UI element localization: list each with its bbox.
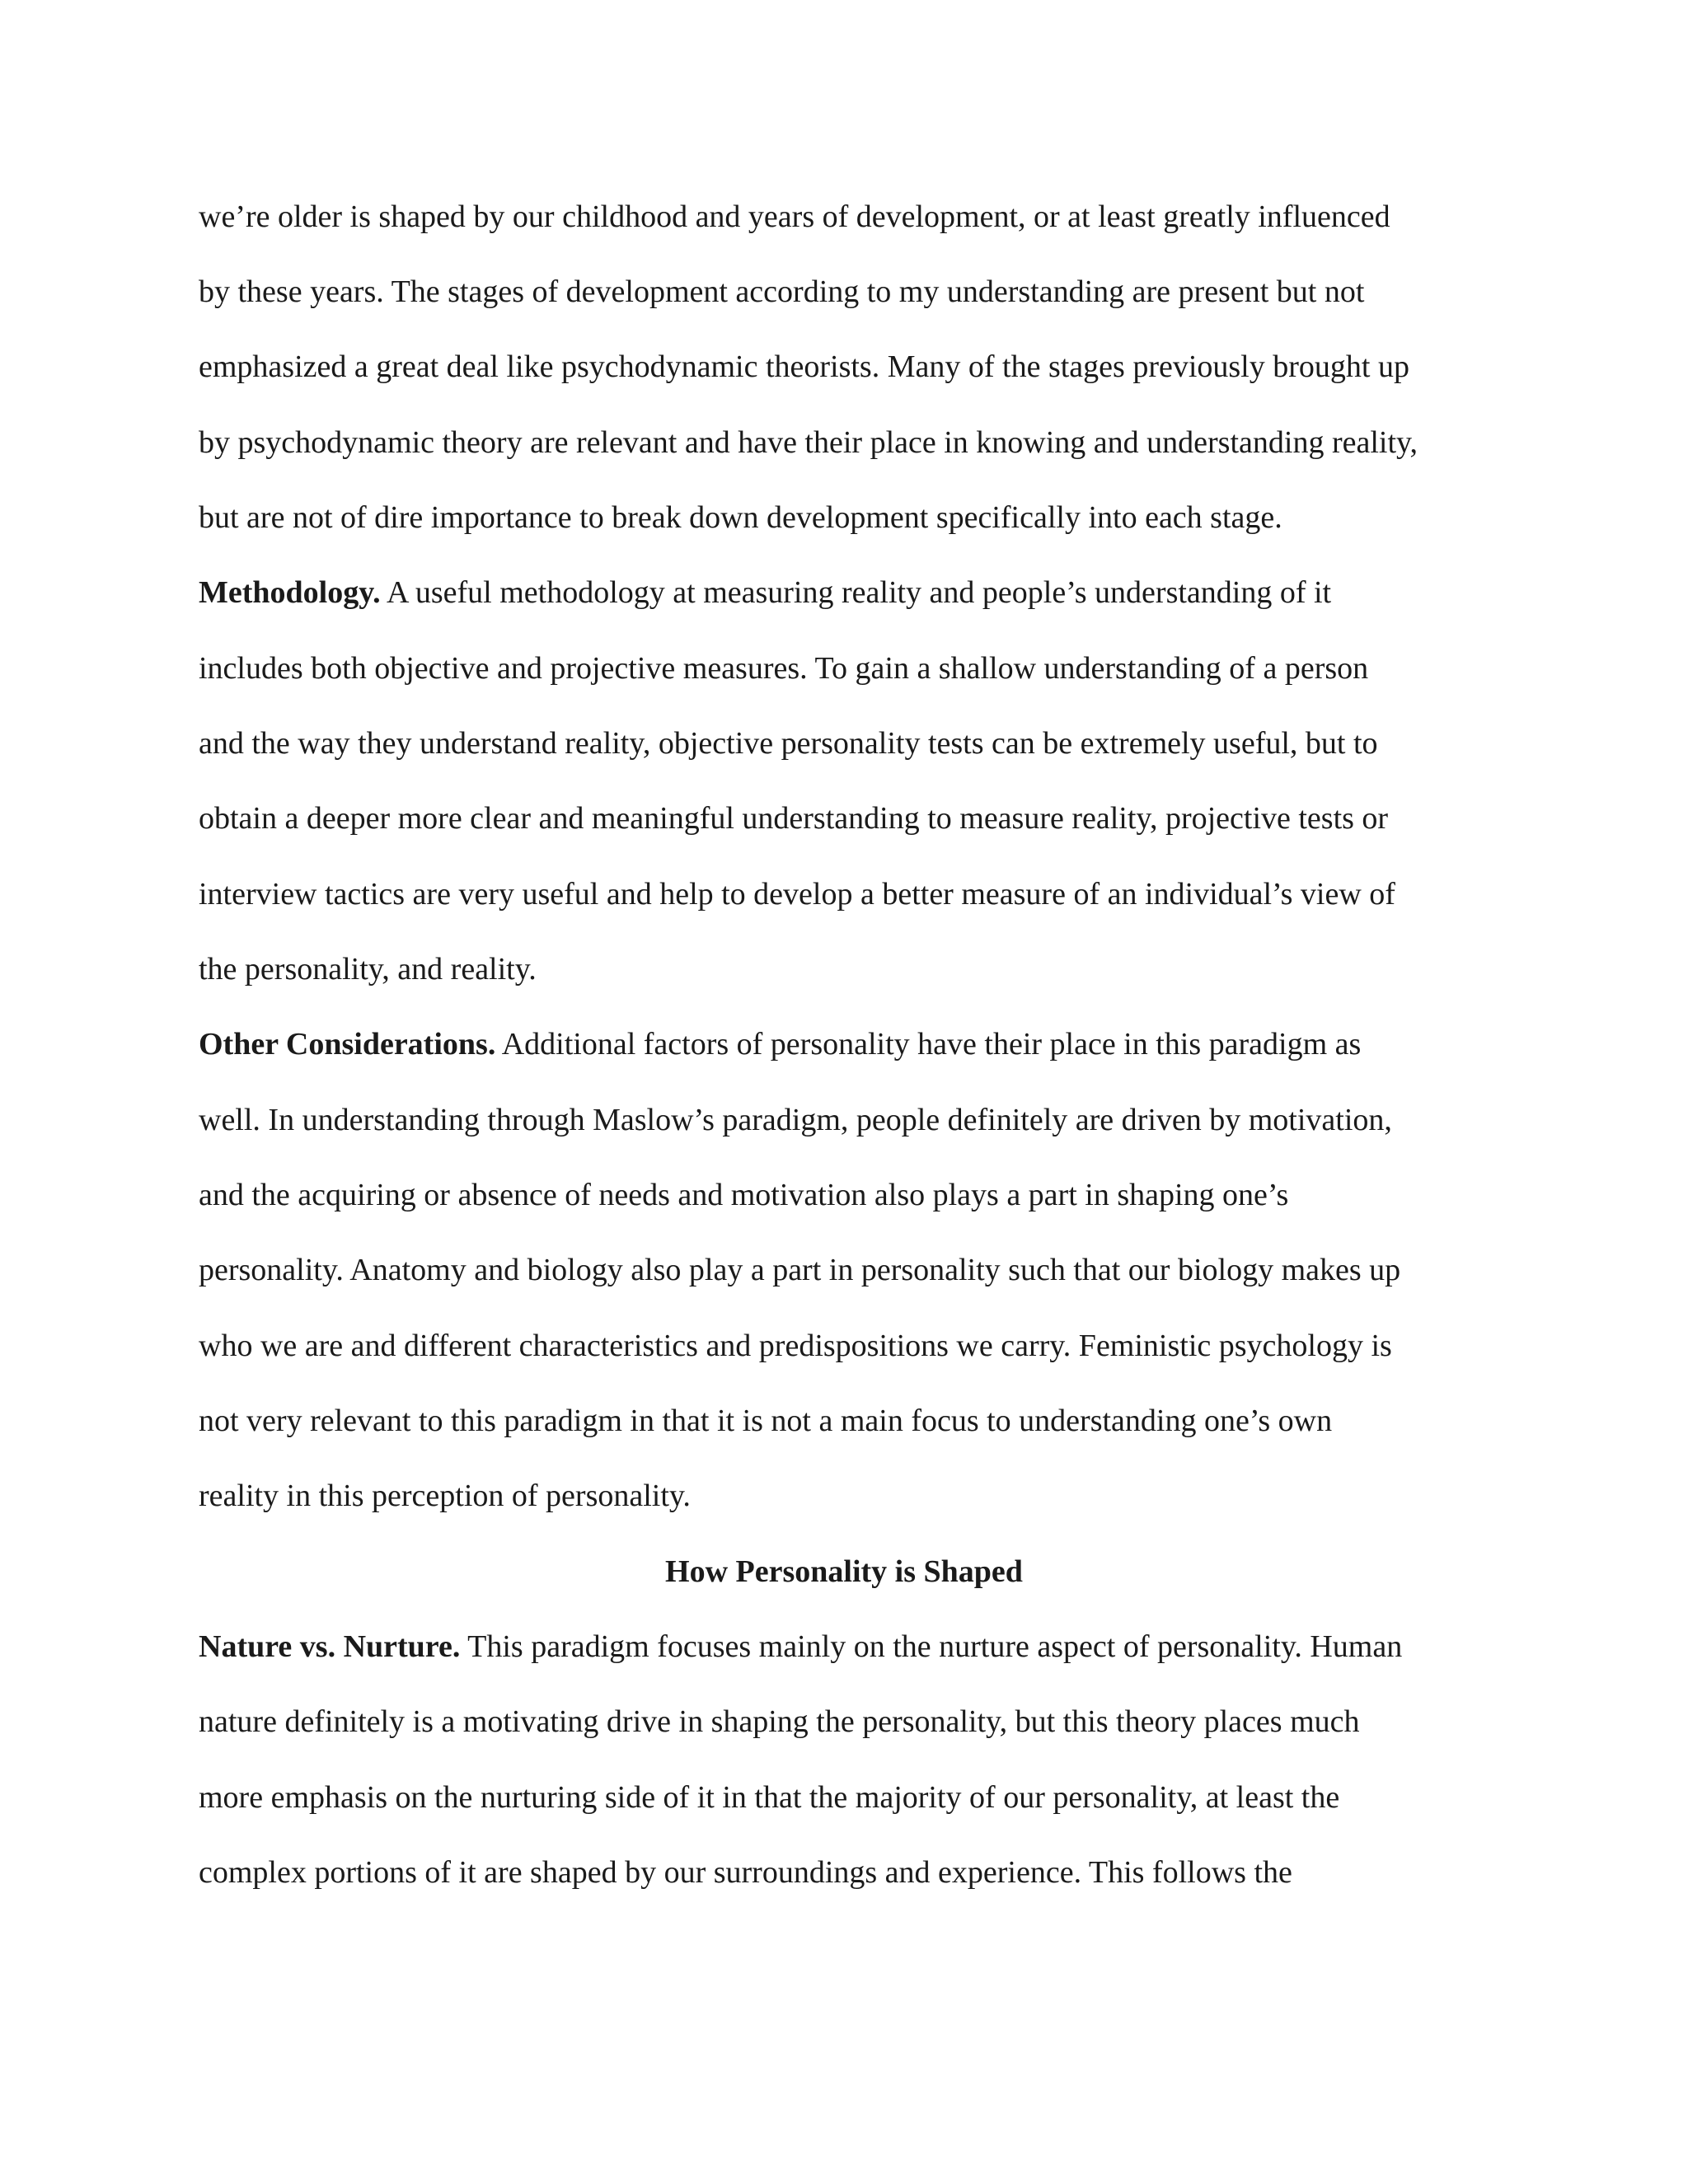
methodology-first-line	[199, 574, 1331, 612]
nature-nurture-first-line-text: This paradigm focuses mainly on the nurture aspect of personality. Human	[460, 1629, 1403, 1664]
body-text-line: and the acquiring or absence of needs and motivation also plays a part in shaping one’s	[199, 1178, 1289, 1212]
body-text-line: by these years. The stages of development according to my understanding are present but not	[199, 274, 1365, 309]
methodology-first-line-text: A useful methodology at measuring reality and people’s understanding of it	[380, 575, 1332, 610]
body-text-line: more emphasis on the nurturing side of it in that the majority of our personality, at least the	[199, 1780, 1340, 1815]
body-text-line: emphasized a great deal like psychodynamic theorists. Many of the stages previously brought up	[199, 349, 1409, 384]
body-text-line: interview tactics are very useful and help to develop a better measure of an individual’s view of	[199, 877, 1395, 912]
other-considerations-first-line	[199, 1025, 1361, 1063]
body-text-line: includes both objective and projective measures. To gain a shallow understanding of a person	[199, 651, 1369, 686]
body-text-line: complex portions of it are shaped by our surroundings and experience. This follows the	[199, 1855, 1292, 1890]
body-text-line: well. In understanding through Maslow’s paradigm, people definitely are driven by motivation,	[199, 1103, 1392, 1137]
body-text-line: who we are and different characteristics and predispositions we carry. Feministic psychology is	[199, 1329, 1392, 1363]
body-text-line: but are not of dire importance to break down development specifically into each stage.	[199, 500, 1282, 535]
body-text-line: we’re older is shaped by our childhood and years of development, or at least greatly influenced	[199, 199, 1390, 234]
body-text-line: nature definitely is a motivating drive in shaping the personality, but this theory places much	[199, 1704, 1360, 1739]
body-text-line: the personality, and reality.	[199, 952, 537, 987]
body-text-line: and the way they understand reality, objective personality tests can be extremely useful, but to	[199, 726, 1378, 761]
body-text-line: not very relevant to this paradigm in that it is not a main focus to understanding one’s own	[199, 1404, 1333, 1438]
nature-nurture-heading: Nature vs. Nurture.	[199, 1629, 461, 1664]
other-considerations-first-line-text: Additional factors of personality have their place in this paradigm as	[495, 1027, 1362, 1062]
body-text-line: obtain a deeper more clear and meaningful understanding to measure reality, projective tests or	[199, 801, 1389, 836]
section-heading: How Personality is Shaped	[665, 1554, 1023, 1589]
other-considerations-heading: Other Considerations.	[199, 1027, 496, 1062]
body-text-line: by psychodynamic theory are relevant and have their place in knowing and understanding reality,	[199, 425, 1418, 460]
body-text-line: personality. Anatomy and biology also play a part in personality such that our biology makes up	[199, 1253, 1401, 1287]
nature-nurture-first-line	[199, 1628, 1402, 1666]
methodology-heading: Methodology.	[199, 575, 381, 610]
body-text-line: reality in this perception of personality.	[199, 1479, 691, 1513]
